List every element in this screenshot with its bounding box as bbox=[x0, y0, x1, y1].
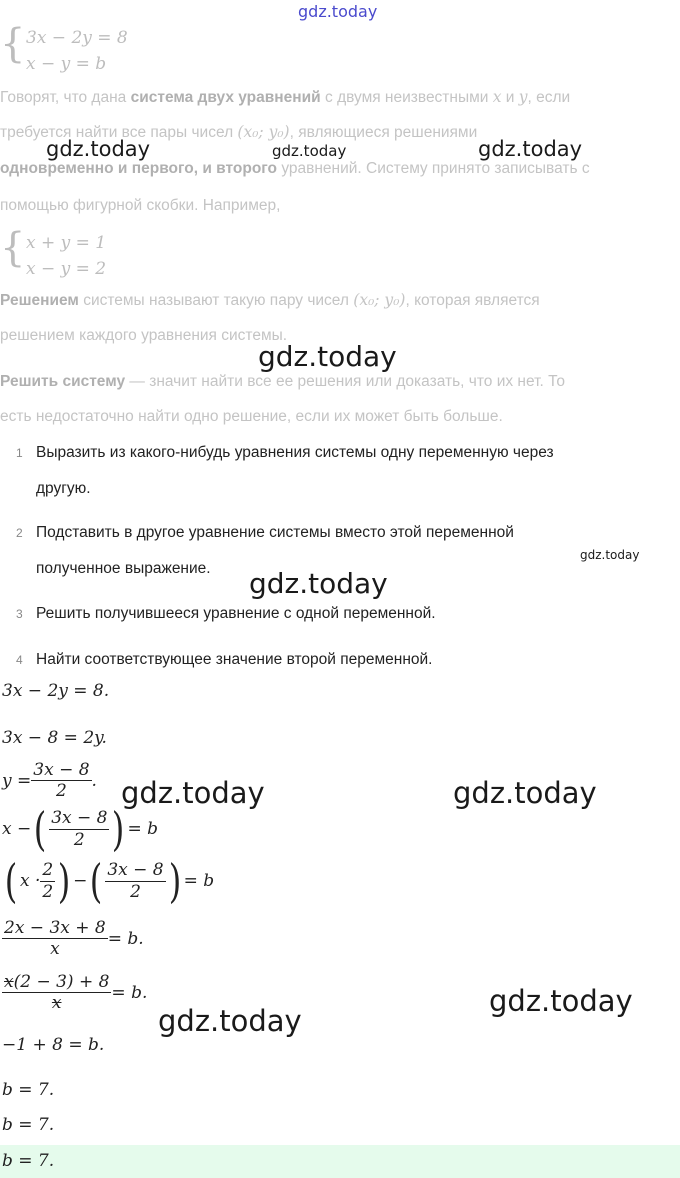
theory-bold: система двух уравнений bbox=[130, 89, 321, 106]
theory-text: , если bbox=[527, 89, 571, 106]
watermark: gdz.today bbox=[121, 776, 265, 810]
solution-line-2: 3x − 8 = 2y. bbox=[2, 728, 107, 748]
numerator: 3x − 8 bbox=[33, 760, 90, 780]
solution-line-1: 3x − 2y = 8. bbox=[2, 681, 110, 701]
numerator bbox=[2, 972, 111, 993]
numerator: 2 bbox=[42, 860, 54, 881]
cancelled-term: x bbox=[4, 972, 14, 992]
theory-text: с двумя неизвестными bbox=[320, 89, 493, 106]
step-text: полученное выражение. bbox=[36, 560, 211, 577]
system-equation-1: 3x − 2y = 8 bbox=[26, 28, 128, 48]
theory-bold: Решить систему bbox=[0, 373, 126, 390]
cancelled-denominator: x bbox=[51, 993, 62, 1014]
theory-text: Говорят, что дана bbox=[0, 89, 131, 106]
fraction bbox=[49, 808, 109, 850]
math-text: . bbox=[91, 770, 97, 791]
fraction bbox=[40, 860, 55, 902]
theory-text: , которая является bbox=[405, 292, 540, 309]
numerator: 2x − 3x + 8 bbox=[4, 918, 106, 938]
math-text: x − bbox=[2, 819, 32, 839]
answer-line: b = 7. bbox=[2, 1151, 55, 1171]
fraction bbox=[31, 760, 91, 802]
denominator: 2 bbox=[42, 881, 54, 902]
solution-line-8: −1 + 8 = b. bbox=[2, 1035, 105, 1055]
theory-text: требуется найти все пары чисел bbox=[0, 124, 238, 141]
answer-highlight bbox=[0, 1145, 680, 1178]
step-text: Найти соответствующее значение второй переменной. bbox=[36, 651, 433, 668]
solution-line-3 bbox=[2, 760, 97, 802]
theory-math: (x₀; y₀) bbox=[353, 291, 406, 309]
theory-line-3 bbox=[0, 160, 680, 178]
left-paren: ( bbox=[33, 802, 47, 856]
example-equation-1: x + y = 1 bbox=[26, 233, 107, 253]
solution-line-9: b = 7. bbox=[2, 1080, 55, 1100]
watermark: gdz.today bbox=[489, 984, 633, 1018]
step-number: 3 bbox=[16, 607, 23, 621]
math-text: = b. bbox=[111, 982, 148, 1003]
denominator: 2 bbox=[130, 881, 141, 902]
right-paren: ) bbox=[168, 854, 181, 908]
watermark: gdz.today bbox=[249, 567, 388, 600]
solution-line-5 bbox=[2, 854, 215, 908]
solution-line-10: b = 7. bbox=[2, 1115, 55, 1135]
system-equation-2: x − y = b bbox=[26, 54, 107, 74]
step-number: 1 bbox=[16, 446, 23, 460]
theory-line-6: решением каждого уравнения системы. bbox=[0, 327, 288, 344]
step-text: Выразить из какого-нибудь уравнения системы одну переменную через bbox=[36, 444, 554, 461]
theory-text: уравнений. Системy принято записывать с bbox=[277, 160, 590, 177]
solution-line-7 bbox=[2, 972, 147, 1014]
system-brace: { bbox=[0, 21, 26, 67]
math-text: x · bbox=[19, 871, 41, 891]
math-text: y = bbox=[2, 770, 32, 791]
step-number: 4 bbox=[16, 653, 23, 667]
left-paren: ( bbox=[90, 854, 103, 908]
theory-math: y bbox=[518, 88, 528, 106]
watermark: gdz.today bbox=[478, 137, 583, 161]
theory-math: (x₀; y₀) bbox=[237, 123, 290, 141]
watermark-top: gdz.today bbox=[298, 2, 378, 21]
theory-text: — значит найти все ее решения или доказать, что их нет. То bbox=[125, 373, 565, 390]
denominator: 2 bbox=[73, 829, 85, 850]
theory-bold: одновременно и первого, и второго bbox=[0, 160, 278, 177]
math-text: (2 − 3) + 8 bbox=[13, 972, 110, 992]
solution-line-4 bbox=[2, 802, 158, 856]
example-brace: { bbox=[0, 225, 26, 271]
theory-bold: Решением bbox=[0, 292, 79, 309]
watermark: gdz.today bbox=[158, 1004, 302, 1038]
watermark: gdz.today bbox=[46, 137, 151, 161]
right-paren: ) bbox=[112, 802, 125, 856]
watermark: gdz.today bbox=[258, 340, 397, 373]
step-text: Подставить в другое уравнение системы вместо этой переменной bbox=[36, 524, 514, 541]
numerator: 3x − 8 bbox=[51, 808, 108, 829]
watermark: gdz.today bbox=[272, 142, 347, 160]
math-text: = b. bbox=[107, 928, 144, 949]
theory-line-8: есть недостаточно найти одно решение, если их может быть больше. bbox=[0, 408, 503, 425]
denominator: 2 bbox=[55, 781, 67, 802]
theory-line-1 bbox=[0, 88, 680, 107]
math-text: = b bbox=[183, 871, 215, 891]
fraction bbox=[2, 972, 111, 1014]
step-number: 2 bbox=[16, 526, 23, 540]
theory-line-5 bbox=[0, 291, 680, 310]
step-text: Решить получившееся уравнение с одной переменной. bbox=[36, 605, 436, 622]
numerator: 3x − 8 bbox=[107, 860, 164, 881]
example-equation-2: x − y = 2 bbox=[26, 259, 107, 279]
denominator: x bbox=[50, 939, 60, 960]
theory-math: x bbox=[492, 88, 502, 106]
math-text: = b bbox=[127, 819, 158, 839]
theory-line-4: помощью фигурной скобки. Например, bbox=[0, 197, 281, 214]
math-text: − bbox=[73, 871, 88, 891]
fraction bbox=[2, 918, 108, 960]
fraction bbox=[105, 860, 165, 902]
step-text: другую. bbox=[36, 480, 91, 497]
theory-text: , являющиеся решениями bbox=[289, 124, 478, 141]
solution-line-6 bbox=[2, 918, 144, 960]
theory-line-7 bbox=[0, 373, 680, 391]
theory-text: и bbox=[501, 89, 519, 106]
left-paren: ( bbox=[4, 854, 18, 908]
right-paren: ) bbox=[57, 854, 71, 908]
watermark: gdz.today bbox=[453, 776, 597, 810]
theory-text: системы называют такую пару чисел bbox=[78, 292, 354, 309]
watermark: gdz.today bbox=[580, 548, 640, 562]
